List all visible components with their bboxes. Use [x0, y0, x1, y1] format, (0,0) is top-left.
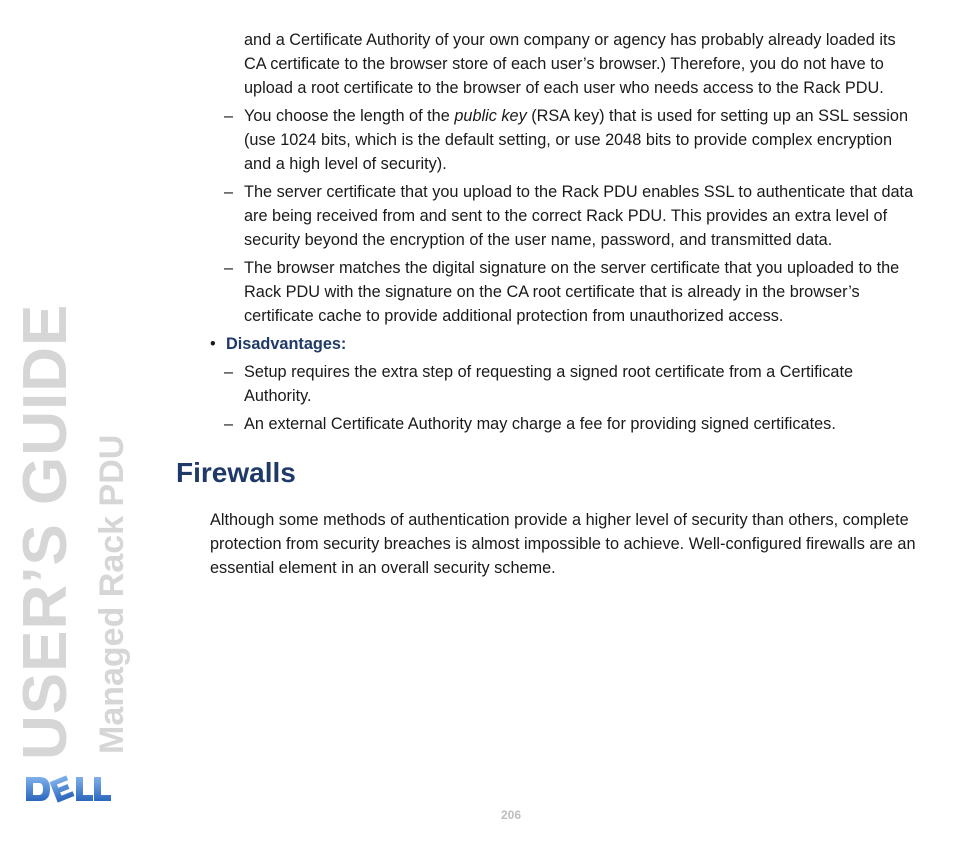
disadvantages-label: Disadvantages:: [226, 335, 347, 353]
disadvantage-item-fee: [224, 412, 916, 436]
sidebar-product-name: Managed Rack PDU: [93, 434, 131, 754]
firewalls-paragraph: Although some methods of authentication provide a higher level of security than others, complete protection from security breaches is almost impossible to achieve. Well-configured firewalls are an essential element in an overall security scheme.: [210, 511, 916, 577]
sidebar-users-guide-title: USER’S GUIDE: [11, 303, 80, 760]
disadvantages-heading: [210, 332, 916, 356]
disadvantage-text: Setup requires the extra step of requesting a signed root certificate from a Certificate Authority.: [244, 363, 854, 405]
dash-marker: –: [224, 259, 234, 277]
disadvantage-text: An external Certificate Authority may charge a fee for providing signed certificates.: [244, 415, 836, 433]
advantage-text: The server certificate that you upload to the Rack PDU enables SSL to authenticate that data are being received from and sent to the correct Rack PDU. This provides an extra level of security beyond the encryption of the user name, password, and transmitted data.: [244, 183, 914, 249]
advantage-text-after: (RSA key) that is used for setting up an SSL session (use 1024 bits, which is the default setting, or use 2048 bits to provide complex encryption and a high level of security).: [244, 107, 909, 173]
advantage-text: The browser matches the digital signature on the server certificate that you uploaded to the Rack PDU with the signature on the CA root certificate that is already in the browser’s certificate cache to provide additional protection from unauthorized access.: [244, 259, 900, 325]
disadvantage-item-setup: [224, 360, 916, 408]
dash-marker: –: [224, 363, 234, 381]
main-content: [176, 28, 916, 580]
advantage-item-digital-signature: [224, 256, 916, 328]
dash-marker: –: [224, 415, 234, 433]
intro-paragraph: and a Certificate Authority of your own company or agency has probably already loaded its CA certificate to the browser store of each user’s browser.) Therefore, you do not have to upload a root certificate to the browser of each user who needs access to the Rack PDU.: [244, 31, 896, 97]
dell-logo-icon: [24, 772, 112, 806]
bullet-marker: •: [210, 335, 216, 353]
dash-marker: –: [224, 107, 234, 125]
advantage-item-server-certificate: [224, 180, 916, 252]
dash-marker: –: [224, 183, 234, 201]
advantage-item-public-key: [224, 104, 916, 176]
page-number: 206: [500, 808, 522, 822]
public-key-emphasis: public key: [454, 107, 527, 125]
advantage-text-before: You choose the length of the: [244, 107, 455, 125]
section-title-firewalls: Firewalls: [176, 457, 296, 488]
